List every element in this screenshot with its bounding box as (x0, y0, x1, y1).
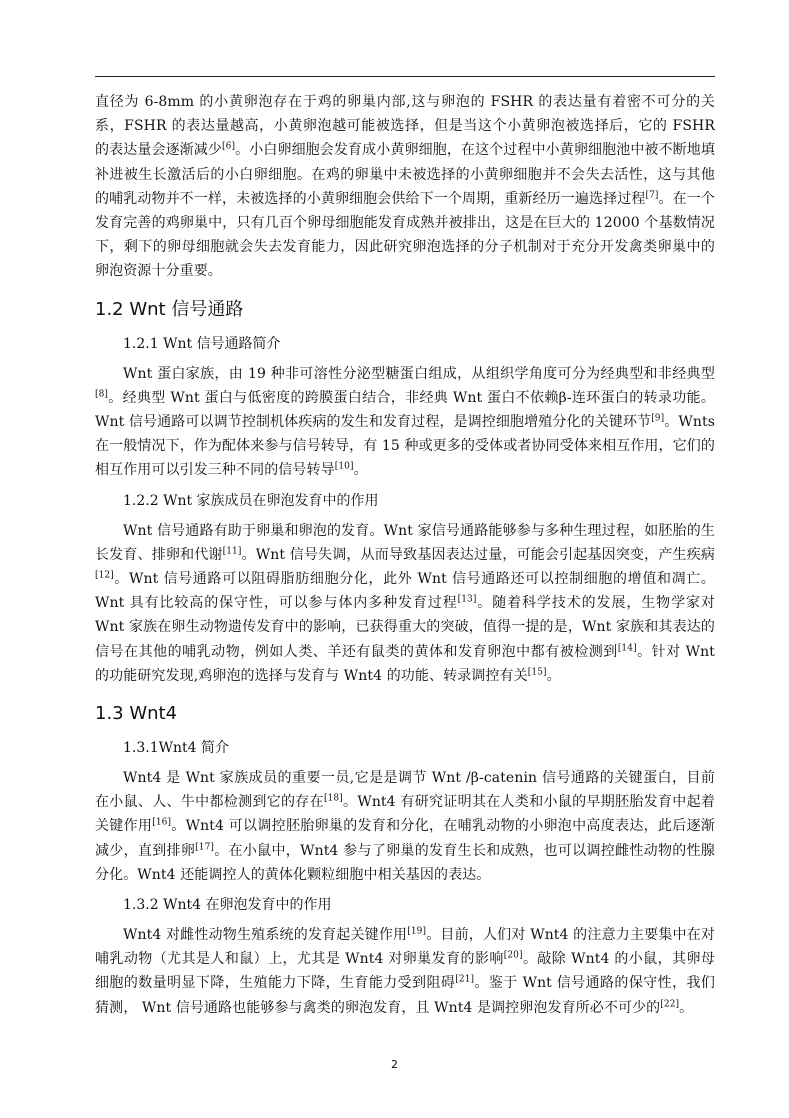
citation-ref: [14] (617, 643, 637, 653)
citation-ref: [10] (334, 461, 354, 472)
citation-ref: [7] (645, 190, 659, 201)
citation-ref: [16] (152, 817, 172, 828)
citation-ref: [13] (457, 594, 477, 605)
paragraph-wnt-family (95, 519, 715, 688)
text-run: 。在一个发育完善的鸡卵巢中，只有几百个卵母细胞能发育成熟并被排出，这是在巨大的 12000 个基数情况下，剩下的卵母细胞就会失去发育能力，因此研究卵泡选择的分子机制对于充分开发禽类卵巢中的卵泡资源十分重要。 (95, 190, 715, 280)
paragraph-wnt4-role (95, 923, 715, 1020)
paragraph-wnt4-intro (95, 766, 715, 887)
text-run: 。鉴于 Wnt 信号通路的保守性，我们猜测， Wnt 信号通路也能够参与禽类的卵泡发育，且 Wnt4 是调控卵泡发育所必不可少的 (95, 975, 715, 1016)
text-run: 。 (679, 999, 694, 1016)
text-run: 。Wnts 在一般情况下，作为配体来参与信号转导，有 15 种或更多的受体或者协同受体来相互作用，它们的相互作用可以引发三种不同的信号转导 (95, 414, 715, 479)
text-run: 。 (546, 667, 561, 684)
citation-ref: [15] (527, 667, 547, 678)
citation-ref: [6] (222, 141, 236, 152)
heading-1-3-2: 1.3.2 Wnt4 在卵泡发育中的作用 (123, 897, 332, 914)
citation-ref: [18] (323, 793, 343, 804)
citation-ref: [21] (455, 974, 475, 985)
text-run: 。经典型 Wnt 蛋白与低密度的跨膜蛋白结合，非经典 Wnt 蛋白不依赖β-连环蛋白的转录功能。Wnt 信号通路可以调节控制机体疾病的发生和发育过程，是调控细胞增殖分化的关键环节 (95, 389, 715, 431)
citation-ref: [9] (651, 413, 665, 424)
text-run: 。Wnt 信号失调，从而导致基因表达过量，可能会引起基因突变，产生疾病 (241, 546, 715, 563)
text-run: 。 (353, 462, 368, 479)
citation-ref: [17] (195, 842, 215, 853)
heading-1-2: 1.2 Wnt 信号通路 (95, 298, 244, 320)
heading-1-2-1: 1.2.1 Wnt 信号通路简介 (123, 335, 281, 352)
text-run: 。Wnt 信号通路可以阻碍脂肪细胞分化，此外 Wnt 信号通路还可以控制细胞的增值和凋亡。Wnt 具有比较高的保守性，可以参与体内多种发育过程 (95, 571, 715, 612)
paragraph-intro (95, 90, 715, 284)
text-run: 。Wnt4 有研究证明其在人类和小鼠的早期胚胎发育中起着关键作用 (95, 794, 715, 835)
text-run: 。敲除 Wnt4 的小鼠，其卵母细胞的数量明显下降，生殖能力下降，生育能力受到阻碍 (95, 951, 715, 992)
heading-1-2-2: 1.2.2 Wnt 家族成员在卵泡发育中的作用 (123, 492, 379, 509)
citation-ref: [11] (222, 546, 242, 557)
citation-ref: [19] (407, 926, 427, 937)
citation-ref: [22] (660, 999, 680, 1010)
text-run: Wnt4 对雌性动物生殖系统的发育起关键作用 (123, 927, 408, 944)
text-run: 直径为 6-8mm 的小黄卵泡存在于鸡的卵巢内部,这与卵泡的 FSHR 的表达量有着密不可分的关系，FSHR 的表达量越高，小黄卵泡越可能被选择，但是当这个小黄卵泡被选择后，它的 FSHR 的表达量会逐渐减少 (95, 94, 715, 159)
citation-ref: [20] (503, 950, 523, 961)
text-run: Wnt 蛋白家族，由 19 种非可溶性分泌型糖蛋白组成，从组织学角度可分为经典型和非经典型 (123, 365, 715, 382)
page-body (95, 90, 715, 1020)
page-number: 2 (391, 1058, 398, 1071)
text-run: 。目前，人们对 Wnt4 的注意力主要集中在对哺乳动物（尤其是人和鼠）上，尤其是 Wnt4 对卵巢发育的影响 (95, 927, 716, 968)
text-run: 。随着科学技术的发展，生物学家对 Wnt 家族在卵生动物遗传发育中的影响，已获得重大的突破，值得一提的是，Wnt 家族和其表达的信号在其他的哺乳动物，例如人类、羊还有鼠类的黄体和发育卵泡中都有被检测到 (95, 595, 715, 660)
text-run: 。针对 Wnt 的功能研究发现,鸡卵泡的选择与发育与 Wnt4 的功能、转录调控有关 (95, 643, 715, 684)
citation-ref: [12] (95, 570, 114, 581)
heading-1-3: 1.3 Wnt4 (95, 703, 178, 725)
header-rule (95, 76, 715, 77)
text-run: 。在小鼠中，Wnt4 参与了卵巢的发育生长和成熟，也可以调控雌性动物的性腺分化。Wnt4 还能调控人的黄体化颗粒细胞中相关基因的表达。 (95, 842, 716, 883)
citation-ref: [8] (95, 389, 109, 400)
text-run: 。Wnt4 可以调控胚胎卵巢的发育和分化，在哺乳动物的小卵泡中高度表达，此后逐渐减少，直到排卵 (95, 818, 715, 859)
heading-1-3-1: 1.3.1Wnt4 简介 (123, 740, 230, 757)
paragraph-wnt-intro (95, 362, 715, 483)
text-run: Wnt 信号通路有助于卵巢和卵泡的发育。Wnt 家信号通路能够参与多种生理过程，如胚胎的生长发育、排卵和代谢 (95, 522, 715, 563)
text-run: Wnt4 是 Wnt 家族成员的重要一员,它是是调节 Wnt /β-catenin 信号通路的关键蛋白，目前在小鼠、人、牛中都检测到它的存在 (95, 770, 715, 811)
text-run: 。小白卵细胞会发育成小黄卵细胞，在这个过程中小黄卵细胞池中被不断地填补进被生长激活后的小白卵细胞。在鸡的卵巢中未被选择的小黄卵细胞并不会失去活性，这与其他的哺乳动物并不一样，未被选择的小黄卵细胞会供给下一个周期，重新经历一遍选择过程 (95, 142, 715, 207)
